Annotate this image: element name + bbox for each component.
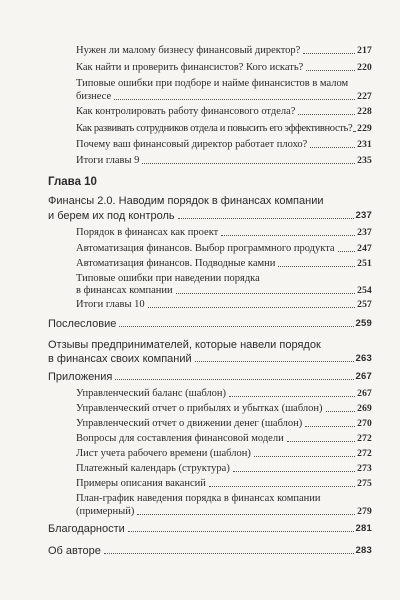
page-number: 247 bbox=[357, 244, 372, 254]
entry-title: Автоматизация финансов. Подводные камни bbox=[76, 258, 276, 269]
leader-dots bbox=[287, 441, 355, 442]
leader-dots bbox=[353, 131, 355, 132]
entry-title: Как развивать сотрудников отдела и повысить его эффективность? bbox=[76, 123, 353, 134]
leader-dots bbox=[254, 456, 355, 457]
toc-entry bbox=[76, 123, 372, 135]
page-number: 227 bbox=[357, 92, 372, 102]
page-number: 267 bbox=[357, 389, 372, 399]
leader-dots bbox=[178, 218, 354, 219]
toc-entry bbox=[76, 227, 372, 239]
entry-title: Послесловие bbox=[48, 318, 117, 330]
toc-entry bbox=[76, 45, 372, 57]
entry-title: Итоги главы 10 bbox=[76, 299, 145, 310]
toc-entry bbox=[76, 62, 372, 74]
toc-entry bbox=[76, 478, 372, 490]
leader-dots bbox=[119, 326, 353, 327]
page-number: 272 bbox=[357, 434, 372, 444]
entry-title: Управленческий отчет о прибылях и убытках (шаблон) bbox=[76, 403, 323, 414]
toc-entry bbox=[76, 388, 372, 400]
entry-title: в финансах своих компаний bbox=[48, 353, 192, 365]
page-number: 275 bbox=[357, 479, 372, 489]
page-number: 283 bbox=[355, 545, 372, 556]
leader-dots bbox=[128, 531, 354, 532]
toc-section bbox=[48, 371, 372, 383]
toc-entry bbox=[76, 506, 372, 518]
page-number: 229 bbox=[357, 124, 372, 134]
leader-dots bbox=[114, 99, 355, 100]
entry-title: Управленческий отчет о движении денег (шаблон) bbox=[76, 418, 303, 429]
entry-title: Платежный календарь (структура) bbox=[76, 463, 230, 474]
entry-title: и берем их под контроль bbox=[48, 210, 175, 222]
entry-title: (примерный) bbox=[76, 506, 135, 517]
entry-title: Почему ваш финансовый директор работает плохо? bbox=[76, 139, 308, 150]
page-number: 270 bbox=[357, 419, 372, 429]
entry-title: Автоматизация финансов. Выбор программного продукта bbox=[76, 243, 335, 254]
leader-dots bbox=[303, 53, 355, 54]
leader-dots bbox=[195, 361, 354, 362]
leader-dots bbox=[278, 266, 355, 267]
chapter-heading: Глава 10 bbox=[48, 176, 97, 188]
toc-entry bbox=[76, 139, 372, 151]
page-number: 220 bbox=[357, 63, 372, 73]
entry-title: Как контролировать работу финансового отдела? bbox=[76, 106, 296, 117]
leader-dots bbox=[104, 553, 354, 554]
toc-entry-line1: План-график наведения порядка в финансах компании bbox=[76, 493, 321, 504]
leader-dots bbox=[326, 411, 356, 412]
page-number: 254 bbox=[357, 286, 372, 296]
page-number: 272 bbox=[357, 449, 372, 459]
leader-dots bbox=[298, 114, 355, 115]
leader-dots bbox=[305, 426, 355, 427]
page-number: 235 bbox=[357, 156, 372, 166]
leader-dots bbox=[229, 396, 355, 397]
leader-dots bbox=[115, 379, 353, 380]
entry-title: Нужен ли малому бизнесу финансовый директор? bbox=[76, 45, 301, 56]
page-number: 237 bbox=[355, 210, 372, 221]
toc-section bbox=[48, 353, 372, 365]
page-number: 281 bbox=[355, 523, 372, 534]
page-number: 237 bbox=[357, 228, 372, 238]
chapter-title-line1: Финансы 2.0. Наводим порядок в финансах компании bbox=[48, 195, 324, 207]
page-number: 267 bbox=[355, 371, 372, 382]
page-number: 251 bbox=[357, 259, 372, 269]
toc-section bbox=[48, 523, 372, 535]
page-number: 269 bbox=[357, 404, 372, 414]
entry-title: Как найти и проверить финансистов? Кого искать? bbox=[76, 62, 304, 73]
entry-title: Благодарности bbox=[48, 523, 125, 535]
entry-title: Лист учета рабочего времени (шаблон) bbox=[76, 448, 251, 459]
chapter-title bbox=[48, 210, 372, 222]
leader-dots bbox=[233, 471, 355, 472]
toc-entry bbox=[76, 448, 372, 460]
page-number: 259 bbox=[355, 318, 372, 329]
page-number: 231 bbox=[357, 140, 372, 150]
toc-entry bbox=[76, 258, 372, 270]
page-number: 279 bbox=[357, 507, 372, 517]
entry-title: в финансах компании bbox=[76, 285, 173, 296]
leader-dots bbox=[209, 486, 355, 487]
toc-entry bbox=[76, 91, 372, 103]
toc-entry-line1: Типовые ошибки при наведении порядка bbox=[76, 273, 260, 284]
toc-entry bbox=[76, 403, 372, 415]
page-number: 228 bbox=[357, 107, 372, 117]
entry-title: бизнесе bbox=[76, 91, 112, 102]
entry-title: Итоги главы 9 bbox=[76, 155, 140, 166]
toc-entry bbox=[76, 285, 372, 297]
entry-title: Вопросы для составления финансовой модели bbox=[76, 433, 284, 444]
toc-entry bbox=[76, 243, 372, 255]
leader-dots bbox=[176, 293, 356, 294]
page-number: 263 bbox=[355, 353, 372, 364]
leader-dots bbox=[338, 251, 356, 252]
page-number: 273 bbox=[357, 464, 372, 474]
toc-section-line1: Отзывы предпринимателей, которые навели порядок bbox=[48, 339, 321, 351]
leader-dots bbox=[306, 70, 355, 71]
entry-title: Управленческий баланс (шаблон) bbox=[76, 388, 227, 399]
toc-entry bbox=[76, 299, 372, 311]
toc-section bbox=[48, 318, 372, 330]
page-number: 217 bbox=[357, 46, 372, 56]
leader-dots bbox=[137, 514, 355, 515]
leader-dots bbox=[148, 307, 355, 308]
toc-entry bbox=[76, 106, 372, 118]
toc-section bbox=[48, 545, 372, 557]
toc-entry bbox=[76, 418, 372, 430]
entry-title: Примеры описания вакансий bbox=[76, 478, 206, 489]
entry-title: Порядок в финансах как проект bbox=[76, 227, 219, 238]
toc-entry bbox=[76, 433, 372, 445]
leader-dots bbox=[310, 147, 355, 148]
entry-title: Об авторе bbox=[48, 545, 101, 557]
leader-dots bbox=[221, 235, 355, 236]
toc-entry bbox=[76, 463, 372, 475]
page-number: 257 bbox=[357, 300, 372, 310]
toc-entry-line1: Типовые ошибки при подборе и найме финансистов в малом bbox=[76, 78, 349, 89]
leader-dots bbox=[142, 163, 355, 164]
entry-title: Приложения bbox=[48, 371, 113, 383]
toc-entry bbox=[76, 155, 372, 167]
